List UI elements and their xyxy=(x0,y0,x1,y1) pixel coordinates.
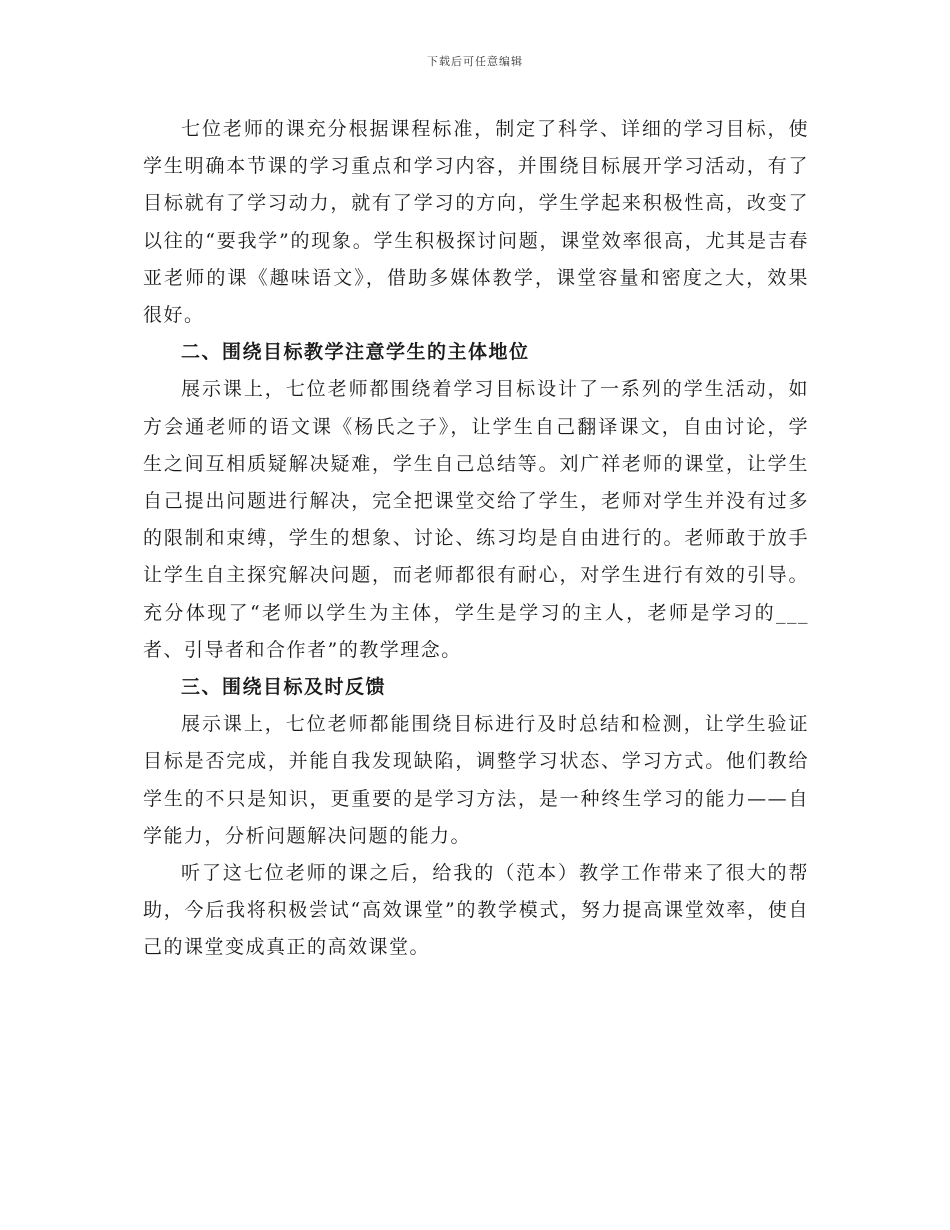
section-heading-student-subject: 二、围绕目标教学注意学生的主体地位 xyxy=(181,341,530,364)
paragraph-student-activities: 展示课上，七位老师都围绕着学习目标设计了一系列的学生活动，如方会通老师的语文课《杨氏之子》，让学生自己翻译课文，自由讨论，学生之间互相质疑解决疑难，学生自己总结等。刘广祥老师的课堂，让学生自己提出问题进行解决，完全把课堂交给了学生，老师对学生并没有过多的限制和束缚，学生的想象、讨论、练习均是自由进行的。老师敢于放手让学生自主探究解决问题，而老师都很有耐心，对学生进行有效的引导。充分体现了“老师以学生为主体，学生是学习的主人，老师是学习的___者、引导者和合作者”的教学理念。 xyxy=(143,378,809,661)
paragraph-learning-goals: 七位老师的课充分根据课程标准，制定了科学、详细的学习目标，使学生明确本节课的学习重点和学习内容，并围绕目标展开学习活动，有了目标就有了学习动力，就有了学习的方向，学生学起来积极性高，改变了以往的“要我学”的现象。学生积极探讨问题，课堂效率很高，尤其是吉春亚老师的课《趣味语文》，借助多媒体教学，课堂容量和密度之大，效果很好。 xyxy=(143,118,809,327)
document-body xyxy=(143,111,809,967)
section-heading-feedback: 三、围绕目标及时反馈 xyxy=(181,676,387,699)
page-header: 下载后可任意编辑 xyxy=(427,55,523,68)
paragraph-conclusion: 听了这七位老师的课之后，给我的（范本）教学工作带来了很大的帮助，今后我将积极尝试“高效课堂”的教学模式，努力提高课堂效率，使自己的课堂变成真正的高效课堂。 xyxy=(143,862,809,959)
paragraph-feedback: 展示课上，七位老师都能围绕目标进行及时总结和检测，让学生验证目标是否完成，并能自我发现缺陷，调整学习状态、学习方式。他们教给学生的不只是知识，更重要的是学习方法，是一种终生学习的能力——自学能力，分析问题解决问题的能力。 xyxy=(143,713,809,847)
